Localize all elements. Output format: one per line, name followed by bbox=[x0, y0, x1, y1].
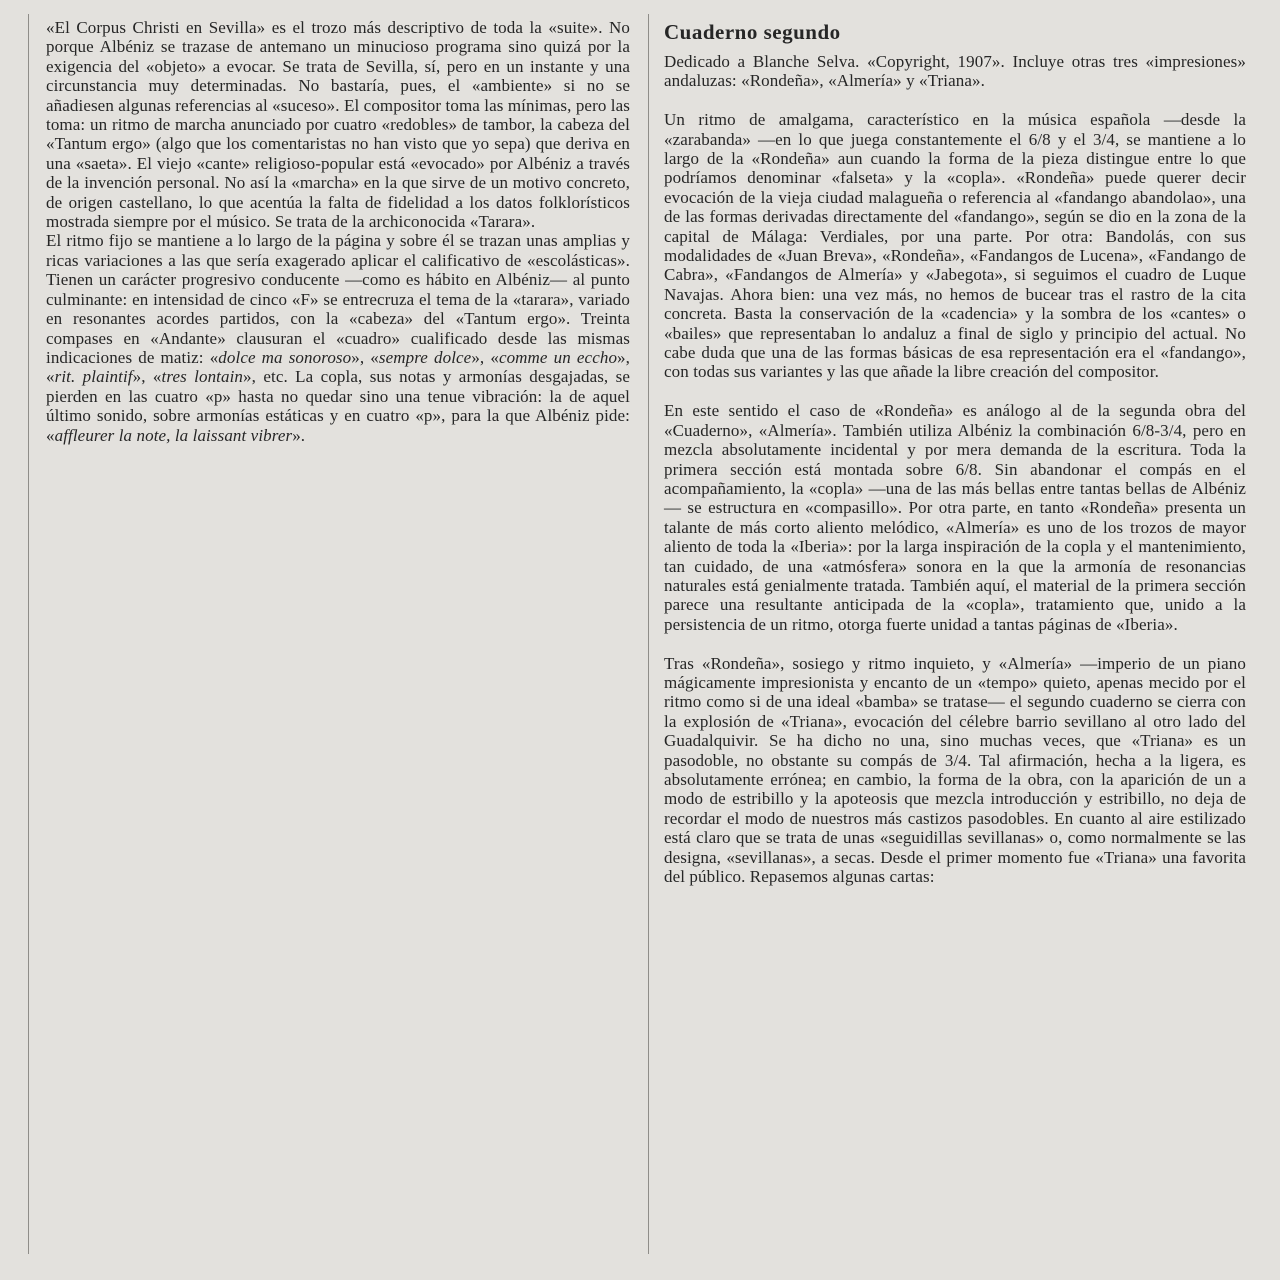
left-paragraph-2-end: ». bbox=[292, 425, 306, 445]
section-title: Cuaderno segundo bbox=[664, 20, 841, 44]
tempo-marking-5: tres lontain bbox=[161, 367, 244, 387]
tempo-marking-3: comme un eccho bbox=[498, 347, 618, 367]
right-column bbox=[664, 20, 1246, 886]
left-paragraph-1: «El Corpus Christi en Sevilla» es el trozo más descriptivo de toda la «suite». No porque Albéniz se trazase de antemano un minucioso programa sino quizá por la exigencia del «objeto» a evocar. Se trata de Sevilla, sí, pero en un instante y una circunstancia muy determinadas. No bastaría, pues, el «ambiente» si no se añadiesen algunas referencias al «suceso». El compositor toma las mínimas, pero las toma: un ritmo de marcha anunciado por cuatro «redobles» de tambor, la cabeza del «Tantum ergo» (algo que los comentaristas no han visto que yo sepa) que deriva en una «saeta». El viejo «cante» religioso-popular está «evocado» por Albéniz a través de la invención personal. No así la «marcha» en la que sirve de un motivo concreto, de origen castellano, lo que acentúa la falta de fidelidad a los datos folklorísticos mostrada siempre por el músico. Se trata de la archiconocida «Tarara». bbox=[46, 18, 630, 232]
right-paragraph-3: Tras «Rondeña», sosiego y ritmo inquieto, y «Almería» —imperio de un piano mágicamente impresionista y encanto de un «tempo» quieto, apenas mecido por el ritmo como si de una ideal «bamba» se tratase— el segundo cuaderno se cierra con la explosión de «Triana», evocación del célebre barrio sevillano al otro lado del Guadalquivir. Se ha dicho no una, sino muchas veces, que «Triana» es un pasodoble, no obstante su compás de 3/4. Tal afirmación, hecha a la ligera, es absolutamente errónea; en cambio, la forma de la obra, con la aparición de un a modo de estribillo y la apoteosis que mezcla introducción y estribillo, no deja de recordar el modo de nuestros más castizos pasodobles. En cuanto al aire estilizado está claro que se trata de unas «seguidillas sevillanas» o, como normalmente se las designa, «sevillanas», a secas. Desde el primer momento fue «Triana» una favorita del público. Repasemos algunas cartas: bbox=[664, 653, 1246, 887]
right-paragraph-1: Un ritmo de amalgama, característico en la música española —desde la «zarabanda» —en lo que juega constantemente el 6/8 y el 3/4, se mantiene a lo largo de la «Rondeña» aun cuando la forma de la pieza distingue entre lo que podríamos denominar «falseta» y la «copla». «Rondeña» puede querer decir evocación de la vieja ciudad malagueña o referencia al «fandango abandolao», una de las formas derivadas directamente del «fandango», según se dio en la zona de la capital de Málaga: Verdiales, por una parte. Por otra: Bandolás, con sus modalidades de «Juan Breva», «Rondeña», «Fandangos de Lucena», «Fandango de Cabra», «Fandangos de Almería» y «Jabegota», si seguimos el cuadro de Luque Navajas. Ahora bien: una vez más, no hemos de bucear tras el rastro de la cita concreta. Basta la conservación de la «cadencia» y la sombra de los «cantes» o «bailes» que representaban lo andaluz a final de siglo y principio del actual. No cabe duda que una de las formas básicas de esa representación era el «fandango», con todas sus variantes y las que añade la libre creación del compositor. bbox=[664, 110, 1246, 382]
separator-3: », « bbox=[46, 347, 630, 387]
column-divider-rule bbox=[648, 14, 649, 1254]
tempo-marking-2: sempre dolce bbox=[378, 347, 472, 367]
left-paragraph-2-text-b: », etc. La copla, sus notas y armonías desgajadas, se pierden en las cuatro «p» hasta no quedar sino una tenue vibración: la de aquel último sonido, sobre armonías estáticas y en cuatro «p», para la que Albéniz pide: « bbox=[46, 367, 630, 445]
dedication-paragraph: Dedicado a Blanche Selva. «Copyright, 1907». Incluye otras tres «impresiones» andaluzas: «Rondeña», «Almería» y «Triana». bbox=[664, 52, 1246, 91]
left-margin-rule bbox=[28, 14, 29, 1254]
left-paragraph-2 bbox=[46, 231, 630, 444]
left-column bbox=[46, 18, 630, 445]
separator-1: », « bbox=[351, 347, 379, 367]
right-paragraph-2: En este sentido el caso de «Rondeña» es análogo al de la segunda obra del «Cuaderno», «Almería». También utiliza Albéniz la combinación 6/8-3/4, pero en mezcla absolutamente incidental y por mera demanda de la escritura. Toda la primera sección está montada sobre 6/8. Sin abandonar el compás en el acompañamiento, la «copla» —una de las más bellas entre tantas bellas de Albéniz— se estructura en «compasillo». Por otra parte, en tanto «Rondeña» presenta un talante de más corto aliento melódico, «Almería» es uno de los trozos de mayor aliento de toda la «Iberia»: por la larga inspiración de la copla y el mantenimiento, tan cuidado, de una «atmósfera» sonora en la que la armonía de resonancias naturales está genialmente tratada. También aquí, el material de la primera sección parece una resultante anticipada de la «copla», tratamiento que, unido a la persistencia de un ritmo, otorga fuerte unidad a tantas páginas de «Iberia». bbox=[664, 401, 1246, 634]
separator-2: », « bbox=[471, 347, 499, 367]
tempo-marking-6: affleurer la note, la laissant vibrer bbox=[54, 425, 293, 445]
left-paragraph-2-text-a: El ritmo fijo se mantiene a lo largo de la página y sobre él se trazan unas amplias y ricas variaciones a las que sería exagerado aplicar el calificativo de «escolásticas». Tienen un carácter progresivo conducente —como es hábito en Albéniz— al punto culminante: en intensidad de cinco «F» se entrecruza el tema de la «tarara», variado en resonantes acordes partidos, con la «cabeza» del «Tantum ergo». Treinta compases en «Andante» clausuran el «cuadro» cualificado desde las mismas indicaciones de matiz: « bbox=[46, 231, 630, 367]
tempo-marking-1: dolce ma sonoroso bbox=[218, 347, 352, 367]
separator-4: », « bbox=[132, 367, 162, 387]
tempo-marking-4: rit. plaintif bbox=[54, 367, 133, 387]
